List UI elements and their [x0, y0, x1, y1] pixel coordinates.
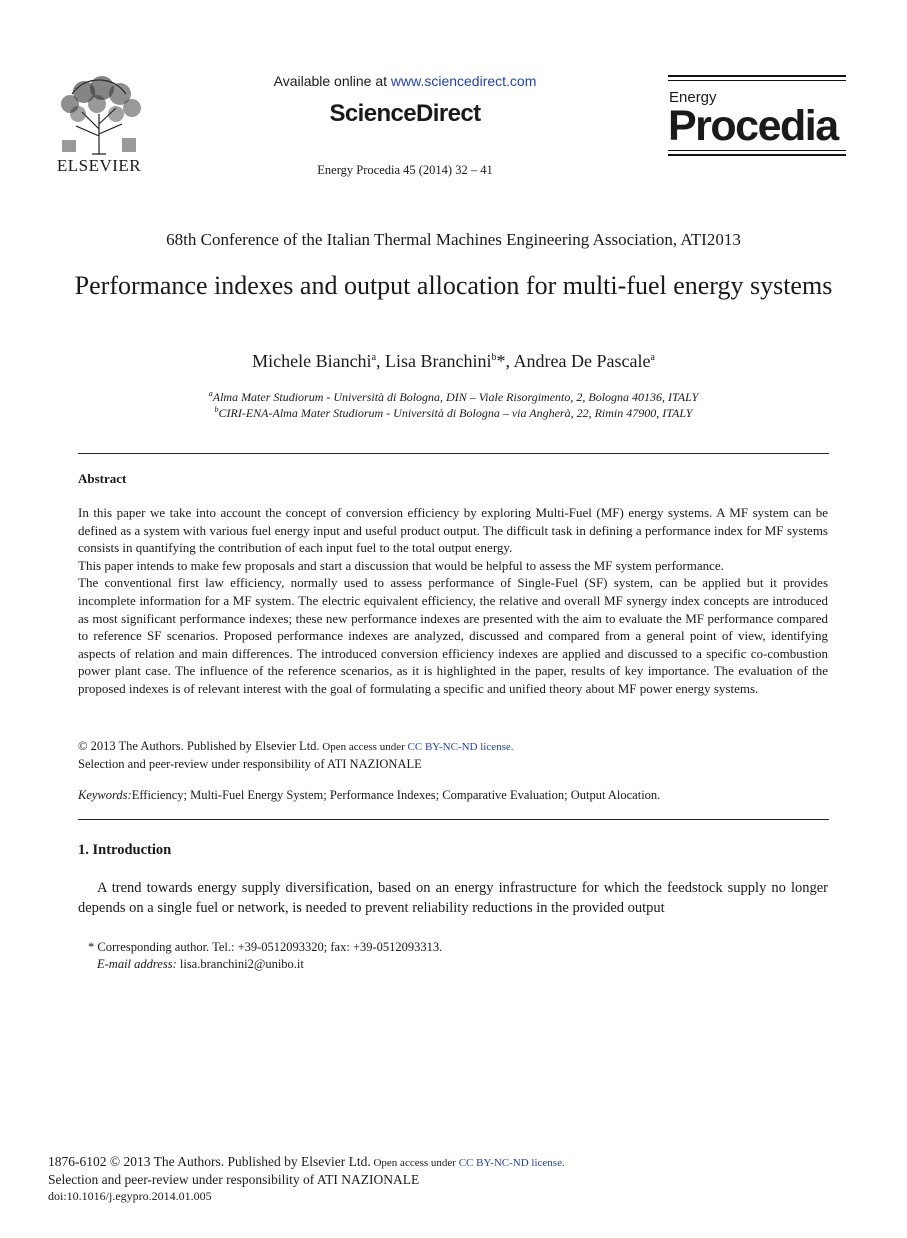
elsevier-tree-icon	[52, 74, 146, 158]
email-label: E-mail address:	[97, 957, 177, 971]
author: Michele Bianchi$^a$,	[252, 351, 386, 371]
divider	[78, 819, 829, 820]
license-link[interactable]: CC BY-NC-ND license.	[407, 741, 514, 753]
logo-energy-text: Energy	[669, 89, 717, 106]
abstract-paragraph: This paper intends to make few proposals and start a discussion that would be helpful to assess the MF system performance.	[78, 557, 724, 573]
author-list	[40, 351, 867, 372]
keywords	[78, 788, 660, 803]
email-address[interactable]: lisa.branchini2@unibo.it	[176, 957, 304, 971]
logo-rule	[668, 75, 846, 77]
logo-rule	[668, 154, 846, 156]
available-prefix: Available online at	[273, 73, 391, 89]
keywords-label: Keywords:	[78, 788, 132, 802]
keywords-text: Efficiency; Multi-Fuel Energy System; Performance Indexes; Comparative Evaluation; Output Alocation.	[131, 788, 661, 802]
abstract-heading: Abstract	[78, 471, 127, 486]
affiliation: $^b$CIRI-ENA-Alma Mater Studiorum - Università di Bologna – via Angherà, 22, Rimin 47900, ITALY	[214, 405, 693, 420]
journal-reference: Energy Procedia 45 (2014) 32 – 41	[317, 163, 493, 177]
elsevier-logo	[52, 74, 146, 176]
abstract-paragraph: In this paper we take into account the concept of conversion efficiency by exploring Multi-Fuel (MF) energy systems. A MF system can be defined as a system with various fuel energy input and useful product output. The difficult task in defining a performance index for MF systems consists in quantifying the contribution of each input fuel to the total output energy.	[78, 505, 828, 556]
available-online-line	[190, 73, 620, 89]
logo-rule	[668, 80, 846, 81]
sciencedirect-brand: ScienceDirect	[329, 100, 481, 127]
affiliation: $^a$Alma Mater Studiorum - Università di Bologna, DIN – Viale Risorgimento, 2, Bologna 40136, ITALY	[208, 389, 699, 404]
abstract-paragraph: The conventional first law efficiency, normally used to assess performance of Single-Fuel (SF) system, can be applied but it provides incomplete information for a MF system. The electric equivalent efficiency, the relative and overall MF synergy index concepts are introduced as most significant performance indexes; these new performance indexes are presented with the aim to evaluate the MF performance compared to reference SF scenarios. Proposed performance indexes are analyzed, discussed and compared from a general point of view, identifying aspects of relation and main differences. The introduced conversion efficiency indexes are applied and discussed to a specific co-combustion power plant case. The influence of the reference scenarios, as it is highlighted in the paper, results of key importance. The evaluation of the proposed indexes is of relevant interest with the goal of formulating a specific and unified theory about MF power energy systems.	[78, 575, 828, 696]
divider	[78, 453, 829, 454]
sciencedirect-link[interactable]: www.sciencedirect.com	[390, 73, 537, 89]
page-footer: 1876-6102 © 2013 The Authors. Published by Elsevier Ltd. Open access under CC BY-NC-ND license. Selection and peer-review under responsibility of ATI NAZIONALE doi:10.1016/j.egypro.2014.01.005	[48, 1154, 565, 1203]
peer-review-note: Selection and peer-review under responsibility of ATI NAZIONALE	[78, 757, 422, 771]
intro-paragraph: A trend towards energy supply diversification, based on an energy infrastructure for which the feedstock supply no longer depends on a single fuel or network, is needed to prevent reliability reductions in the provided output	[78, 880, 828, 916]
logo-rule	[668, 150, 846, 151]
conference-name: 68th Conference of the Italian Thermal Machines Engineering Association, ATI2013	[166, 230, 741, 249]
corresponding-footnote	[88, 939, 442, 973]
footer-peer-review: Selection and peer-review under responsibility of ATI NAZIONALE	[48, 1171, 420, 1187]
author: Lisa Branchini$^b$*,	[385, 351, 514, 371]
abstract-body	[78, 504, 828, 698]
paper-title: Performance indexes and output allocation for multi-fuel energy systems	[74, 271, 833, 300]
footer-license-link[interactable]: CC BY-NC-ND license.	[458, 1157, 565, 1169]
copyright-notice: © 2013 The Authors. Published by Elsevier Ltd. Open access under CC BY-NC-ND license. Selection and peer-review under responsibility of ATI NAZIONALE	[78, 739, 514, 771]
author: Andrea De Pascale$^a$	[513, 351, 655, 371]
energy-procedia-logo	[668, 75, 846, 159]
introduction-body	[78, 878, 828, 918]
elsevier-wordmark: ELSEVIER	[56, 156, 142, 175]
logo-procedia-text: Procedia	[668, 102, 838, 150]
section-heading: 1. Introduction	[78, 842, 172, 858]
doi[interactable]: doi:10.1016/j.egypro.2014.01.005	[48, 1189, 212, 1203]
corresponding-author: * Corresponding author. Tel.: +39-0512093320; fax: +39-0512093313.	[88, 940, 443, 954]
